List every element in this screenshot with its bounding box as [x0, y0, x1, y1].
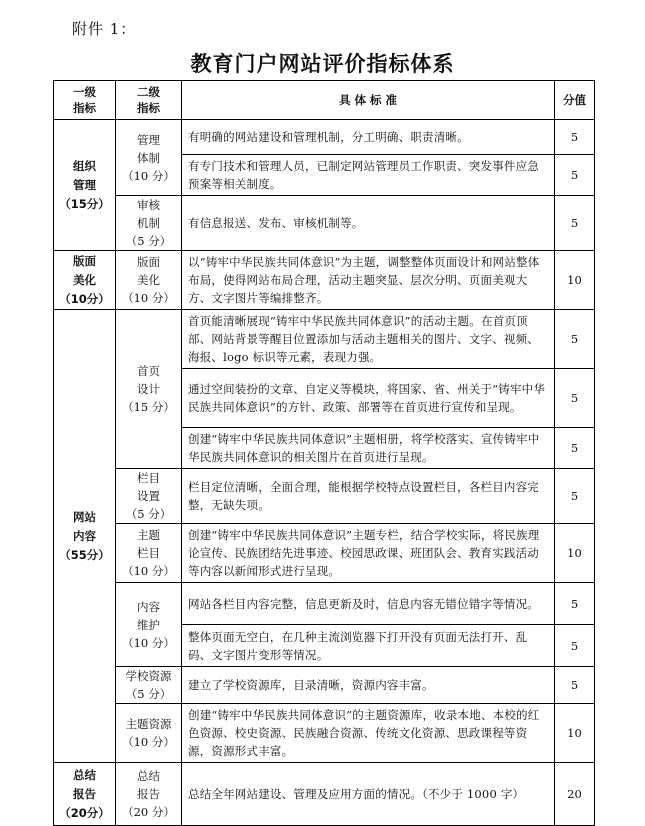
header-level1: 一级 指标 [54, 81, 116, 120]
criteria-cell: 总结全年网站建设、管理及应用方面的情况。（不少于 1000 字） [182, 763, 555, 826]
score-cell: 5 [555, 469, 595, 524]
score-cell: 10 [555, 524, 595, 583]
score-cell: 5 [555, 583, 595, 625]
level2-layout-beautify: 版面 美化 （10 分） [116, 251, 182, 310]
criteria-cell: 创建“铸牢中华民族共同体意识”主题专栏，结合学校实际，将民族理论宣传、民族团结先进事迹、校园思政课、班团队会、教育实践活动等内容以新闻形式进行呈现。 [182, 524, 555, 583]
table-row [54, 120, 595, 155]
score-cell: 5 [555, 369, 595, 428]
level1-summary-report: 总结 报告 （20分） [54, 763, 116, 826]
criteria-cell: 以“铸牢中华民族共同体意识”为主题，调整整体页面设计和网站整体布局，使得网站布局合理，活动主题突显、层次分明、页面美观大方、文字图片等编排整齐。 [182, 251, 555, 310]
level2-content-maintenance: 内容 维护 （10 分） [116, 583, 182, 667]
table-row [54, 251, 595, 310]
criteria-cell: 创建“铸牢中华民族共同体意识”的主题资源库，收录本地、本校的红色资源、校史资源、民族融合资源、传统文化资源、思政课程等资源，资源形式丰富。 [182, 704, 555, 763]
level2-management-system: 管理 体制 （10 分） [116, 120, 182, 196]
level1-layout-beautify: 版面 美化 （10分） [54, 251, 116, 310]
table-row [54, 583, 595, 625]
score-cell: 5 [555, 667, 595, 704]
score-cell: 5 [555, 310, 595, 369]
criteria-cell: 建立了学校资源库，目录清晰，资源内容丰富。 [182, 667, 555, 704]
level2-theme-column: 主题 栏目 （10 分） [116, 524, 182, 583]
level2-homepage-design: 首页 设计 （15 分） [116, 310, 182, 469]
score-cell: 5 [555, 155, 595, 196]
table-row [54, 667, 595, 704]
score-cell: 20 [555, 763, 595, 826]
table-row [54, 763, 595, 826]
criteria-cell: 通过空间装扮的文章、自定义等模块，将国家、省、州关于“铸牢中华民族共同体意识”的方针、政策、部署等在首页进行宣传和呈现。 [182, 369, 555, 428]
level2-review-mechanism: 审核 机制 （5 分） [116, 196, 182, 251]
header-criteria: 具 体 标 准 [182, 81, 555, 120]
criteria-cell: 网站各栏目内容完整，信息更新及时，信息内容无错位错字等情况。 [182, 583, 555, 625]
table-row [54, 310, 595, 369]
level2-school-resources: 学校资源 （5 分） [116, 667, 182, 704]
header-score: 分值 [555, 81, 595, 120]
score-cell: 5 [555, 428, 595, 469]
level2-theme-resources: 主题资源 （10 分） [116, 704, 182, 763]
criteria-cell: 有明确的网站建设和管理机制，分工明确、职责清晰。 [182, 120, 555, 155]
criteria-cell: 有专门技术和管理人员，已制定网站管理员工作职责、突发事件应急预案等相关制度。 [182, 155, 555, 196]
header-level2: 二级 指标 [116, 81, 182, 120]
page-title: 教育门户网站评价指标体系 [190, 52, 455, 76]
criteria-cell: 有信息报送、发布、审核机制等。 [182, 196, 555, 251]
table-row [54, 469, 595, 524]
level2-column-setup: 栏目 设置 （5 分） [116, 469, 182, 524]
table-row [54, 196, 595, 251]
level1-site-content: 网站 内容 （55分） [54, 310, 116, 763]
level1-org-management: 组织 管理 （15分） [54, 120, 116, 251]
table-row [54, 704, 595, 763]
score-cell: 5 [555, 625, 595, 667]
score-cell: 10 [555, 704, 595, 763]
criteria-cell: 整体页面无空白，在几种主流浏览器下打开没有页面无法打开、乱码、文字图片变形等情况。 [182, 625, 555, 667]
criteria-cell: 首页能清晰展现“铸牢中华民族共同体意识”的活动主题。在首页顶部、网站背景等醒目位置添加与活动主题相关的图片、文字、视频、海报、logo 标识等元素，表现力强。 [182, 310, 555, 369]
criteria-cell: 栏目定位清晰，全面合理，能根据学校特点设置栏目，各栏目内容完整，无缺失项。 [182, 469, 555, 524]
level2-summary-report: 总结 报告 （20 分） [116, 763, 182, 826]
score-cell: 10 [555, 251, 595, 310]
score-cell: 5 [555, 120, 595, 155]
header-row [54, 81, 595, 120]
score-cell: 5 [555, 196, 595, 251]
attachment-label: 附件 1： [72, 20, 137, 38]
criteria-cell: 创建“铸牢中华民族共同体意识”主题相册，将学校落实、宣传铸牢中华民族共同体意识的相关图片在首页进行呈现。 [182, 428, 555, 469]
table-row [54, 524, 595, 583]
evaluation-table [53, 80, 595, 826]
